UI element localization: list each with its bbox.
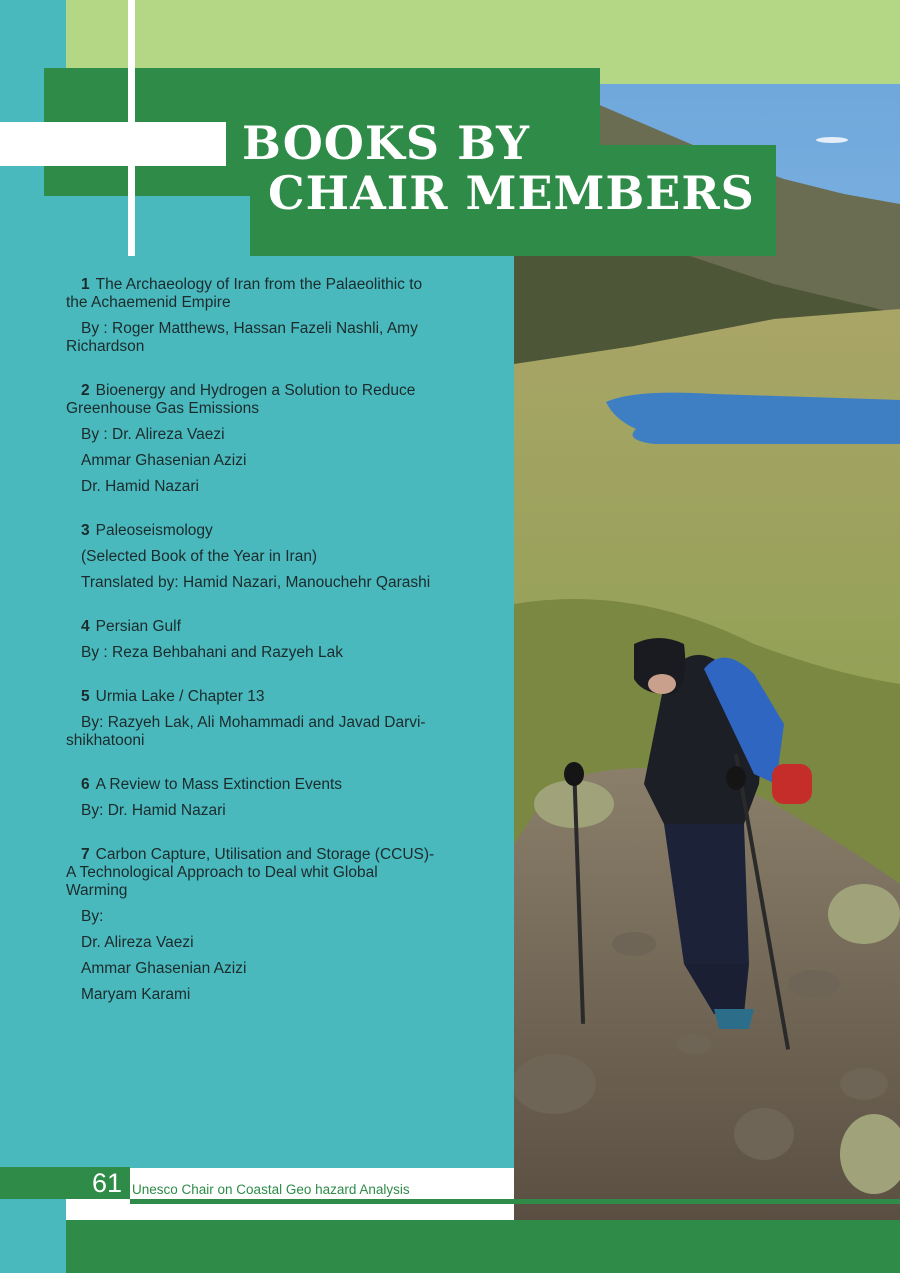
book-credit: Translated by: Hamid Nazari, Manouchehr Qarashi: [81, 574, 431, 591]
book-number: 3: [81, 522, 90, 539]
page-title-line1: BOOKS BY: [242, 116, 530, 170]
book-title-part: A Technological Approach to Deal whit Global: [66, 864, 378, 881]
book-title-part: Warming: [66, 882, 128, 899]
book-credit-part: By : Roger Matthews, Hassan Fazeli Nashli, Amy: [81, 320, 418, 337]
book-number: 4: [81, 618, 90, 635]
book-title-part: The Archaeology of Iran from the Palaeolithic to: [95, 276, 423, 293]
book-note: (Selected Book of the Year in Iran): [81, 548, 318, 565]
book-list: [66, 276, 506, 1030]
book-entry-4: [66, 618, 506, 662]
book-number: 2: [81, 382, 90, 399]
book-credit: By : Reza Behbahani and Razyeh Lak: [81, 644, 343, 661]
book-title: [66, 776, 506, 794]
book-number: 7: [81, 846, 90, 863]
book-credit: By : Dr. Alireza Vaezi: [81, 426, 225, 443]
book-number: 5: [81, 688, 90, 705]
book-title-part: A Review to Mass Extinction Events: [95, 776, 343, 793]
page-title: [242, 118, 762, 218]
book-entry-3: [66, 522, 506, 592]
book-title: [66, 382, 506, 418]
book-title-part: Persian Gulf: [95, 618, 181, 635]
book-number: 6: [81, 776, 90, 793]
book-credit: By:: [81, 908, 104, 925]
page-number: 61: [92, 1168, 123, 1198]
header-white-bar: [0, 122, 226, 166]
book-title: [66, 688, 506, 706]
book-credit-part: shikhatooni: [66, 732, 145, 749]
book-title: [66, 522, 506, 540]
book-title-part: Paleoseismology: [95, 522, 213, 539]
book-credit: [66, 320, 506, 356]
page-title-line2: CHAIR MEMBERS: [268, 166, 755, 220]
book-credit: Ammar Ghasenian Azizi: [81, 452, 247, 469]
book-entry-7: [66, 846, 506, 1004]
book-credit: Dr. Hamid Nazari: [81, 478, 199, 495]
book-title-part: Greenhouse Gas Emissions: [66, 400, 259, 417]
book-credit: Dr. Alireza Vaezi: [81, 934, 194, 951]
book-credit: Maryam Karami: [81, 986, 191, 1003]
book-title: [66, 846, 506, 900]
book-title-part: Carbon Capture, Utilisation and Storage (CCUS)-: [95, 846, 435, 863]
book-title: [66, 618, 506, 636]
footer-rule: [130, 1199, 900, 1204]
book-number: 1: [81, 276, 90, 293]
book-entry-1: [66, 276, 506, 356]
book-credit: Ammar Ghasenian Azizi: [81, 960, 247, 977]
book-credit: By: Dr. Hamid Nazari: [81, 802, 226, 819]
book-entry-2: [66, 382, 506, 496]
book-entry-5: [66, 688, 506, 750]
book-title-part: the Achaemenid Empire: [66, 294, 231, 311]
header-white-rule: [128, 0, 135, 256]
book-credit: [66, 714, 506, 750]
book-title-part: Urmia Lake / Chapter 13: [95, 688, 265, 705]
book-title-part: Bioenergy and Hydrogen a Solution to Reduce: [95, 382, 416, 399]
book-credit-part: Richardson: [66, 338, 145, 355]
bottom-green-band: [66, 1220, 900, 1273]
book-credit-part: By: Razyeh Lak, Ali Mohammadi and Javad Darvi-: [81, 714, 426, 731]
footer-caption: Unesco Chair on Coastal Geo hazard Analysis: [132, 1182, 410, 1197]
book-title: [66, 276, 506, 312]
book-entry-6: [66, 776, 506, 820]
